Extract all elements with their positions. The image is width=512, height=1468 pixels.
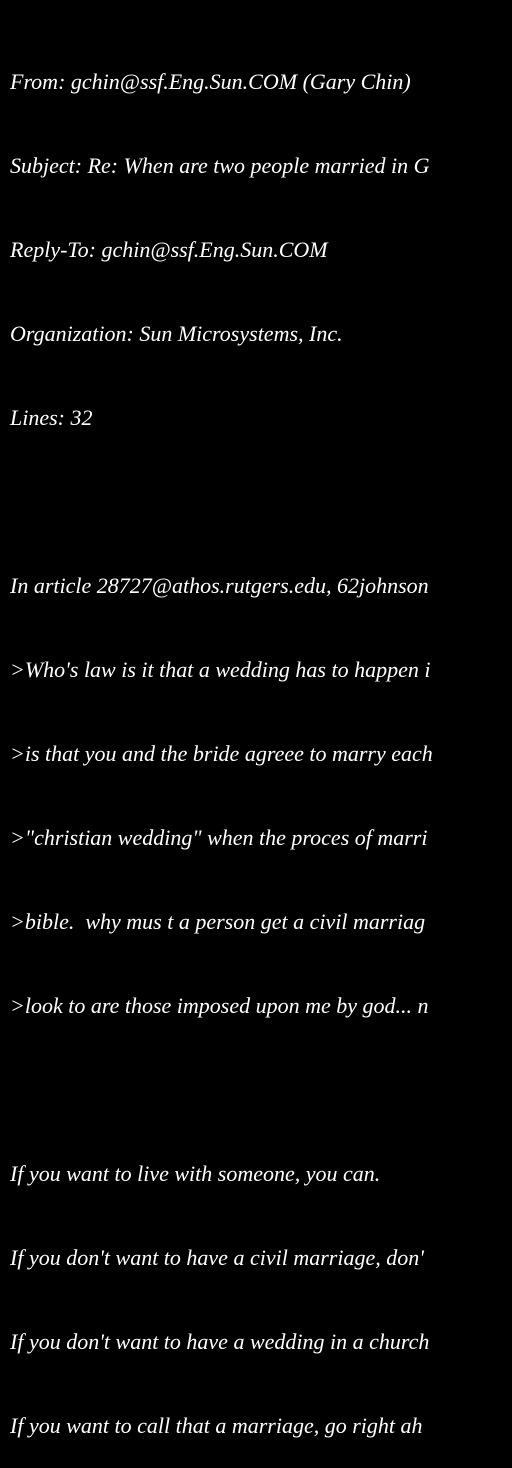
quoted-line: >look to are those imposed upon me by god... n [10,993,429,1018]
header-from: From: gchin@ssf.Eng.Sun.COM (Gary Chin) [10,69,411,94]
body-line: If you want to call that a marriage, go right ah [10,1413,423,1438]
quoted-line: >bible. why mus t a person get a civil marriag [10,909,426,934]
blank-line [10,488,512,516]
quoted-line: >"christian wedding" when the proces of marri [10,825,428,850]
quoted-line: >Who's law is it that a wedding has to happen i [10,657,431,682]
body-line: If you don't want to have a wedding in a church [10,1329,430,1354]
header-lines: Lines: 32 [10,405,93,430]
header-reply-to: Reply-To: gchin@ssf.Eng.Sun.COM [10,237,328,262]
email-document [10,12,512,1468]
quote-attribution: In article 28727@athos.rutgers.edu, 62johnson [10,573,429,598]
header-subject: Subject: Re: When are two people married in G [10,153,430,178]
body-line: If you don't want to have a civil marriage, don' [10,1245,424,1270]
quoted-line: >is that you and the bride agreee to marry each [10,741,433,766]
header-organization: Organization: Sun Microsystems, Inc. [10,321,343,346]
blank-line [10,1076,512,1104]
body-line: If you want to live with someone, you can. [10,1161,381,1186]
